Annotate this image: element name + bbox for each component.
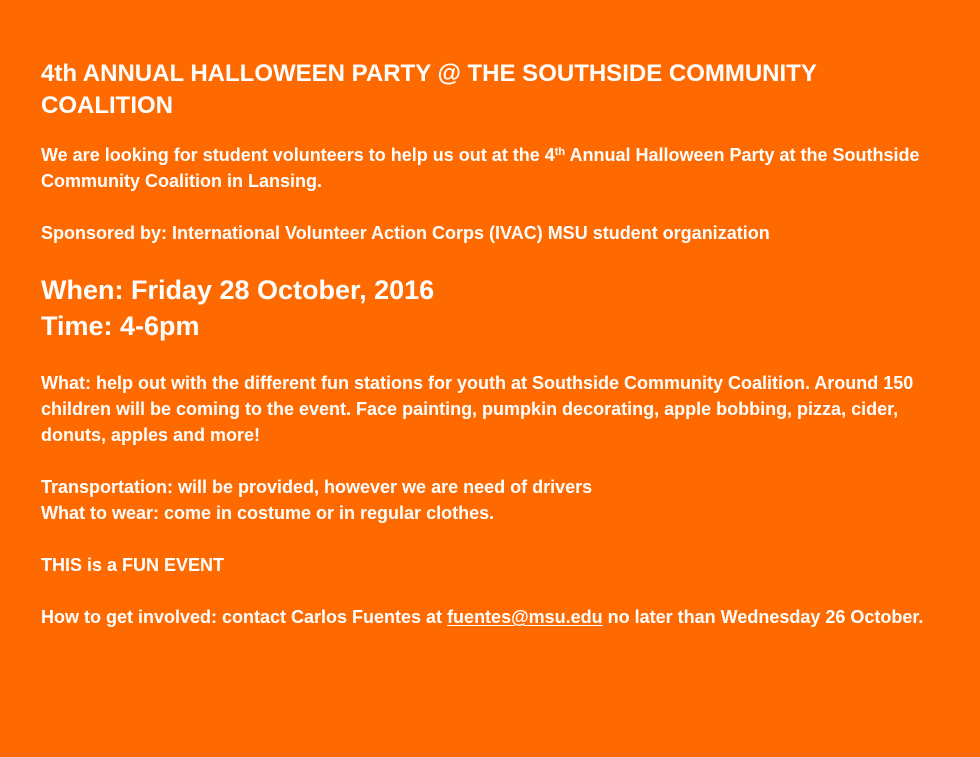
transportation-line: Transportation: will be provided, however we are need of drivers: [41, 477, 593, 497]
spacer: [41, 246, 940, 272]
what-paragraph: What: help out with the different fun stations for youth at Southside Community Coalition. Around 150 children will be coming to the event. Face painting, pumpkin decorating, apple bobbing, pizza, cider, donuts, apples and more!: [41, 373, 914, 445]
fun-event-line: THIS is a FUN EVENT: [41, 555, 225, 575]
flyer-title: 4th ANNUAL HALLOWEEN PARTY @ THE SOUTHSIDE COMMUNITY COALITION: [41, 60, 817, 119]
spacer: [41, 578, 940, 604]
email-link[interactable]: fuentes@msu.edu: [447, 607, 603, 627]
time-line: Time: 4-6pm: [41, 311, 200, 341]
wear-line: What to wear: come in costume or in regular clothes.: [41, 503, 495, 523]
when-line: When: Friday 28 October, 2016: [41, 275, 435, 305]
spacer: [41, 122, 940, 142]
intro-paragraph: [41, 142, 940, 194]
involved-prefix: How to get involved: contact Carlos Fuentes at: [41, 607, 448, 627]
spacer: [41, 448, 940, 474]
intro-text-1: We are looking for student volunteers to help us out at the 4: [41, 145, 555, 165]
spacer: [41, 344, 940, 370]
spacer: [41, 194, 940, 220]
intro-text-2: Annual Halloween Party at the Southside Community Coalition in Lansing.: [41, 145, 920, 191]
involved-paragraph: [41, 604, 940, 630]
involved-suffix: no later than Wednesday 26 October.: [602, 607, 924, 627]
sponsor-paragraph: Sponsored by: International Volunteer Action Corps (IVAC) MSU student organization: [41, 223, 770, 243]
spacer: [41, 526, 940, 552]
intro-superscript: th: [554, 146, 566, 158]
